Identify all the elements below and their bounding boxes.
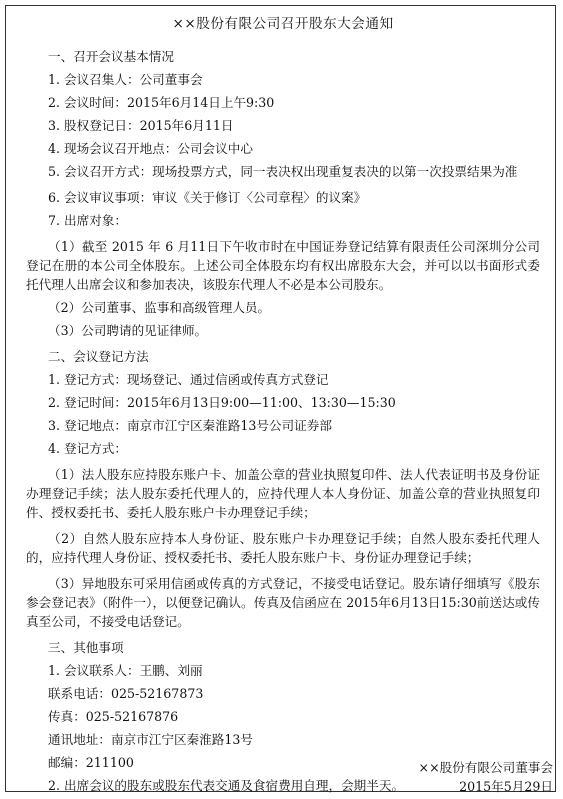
item-registration-methods-label: 4. 登记方式： — [48, 441, 127, 456]
item-contact-person: 1. 会议联系人：王鹏、刘丽 — [48, 663, 203, 678]
signature-block — [419, 758, 553, 796]
item-address: 通讯地址：南京市江宁区秦淮路13号 — [48, 732, 253, 747]
item-record-date: 3. 股权登记日：2015年6月11日 — [48, 118, 234, 133]
attendee-lawyers: （3）公司聘请的见证律师。 — [48, 323, 208, 338]
method-remote: （3）异地股东可采用信函或传真的方式登记，不接受电话登记。股东请仔细填写《股东参会登记表》（附件一），以便登记确认。传真及信函应在 2015年6月13日15:30前送达或传真至公司，不接受电话登记。 — [26, 576, 540, 629]
item-meeting-time: 2. 会议时间：2015年6月14日上午9:30 — [48, 95, 275, 110]
item-expenses: 2. 出席会议的股东或股东代表交通及食宿费用自理，会期半天。 — [48, 778, 405, 793]
section-1-heading: 一、召开会议基本情况 — [48, 49, 174, 64]
item-postcode: 邮编：211100 — [48, 755, 134, 770]
signature-org: ××股份有限公司董事会 — [418, 760, 553, 775]
item-contact-phone: 联系电话：025-52167873 — [48, 686, 204, 701]
item-convener: 1. 会议召集人：公司董事会 — [48, 72, 203, 87]
item-agenda: 6. 会议审议事项：审议《关于修订〈公司章程〉的议案》 — [48, 190, 367, 205]
document-title: ××股份有限公司召开股东大会通知 — [172, 16, 394, 32]
attendee-directors: （2）公司董事、监事和高级管理人员。 — [48, 300, 271, 315]
signature-date: 2015年5月29日 — [459, 779, 553, 794]
section-3-heading: 三、其他事项 — [48, 640, 124, 655]
item-registration-place: 3. 登记地点：南京市江宁区秦淮路13号公司证券部 — [48, 418, 332, 433]
item-registration-way: 1. 登记方式：现场登记、通过信函或传真方式登记 — [48, 372, 329, 387]
item-registration-time: 2. 登记时间：2015年6月13日9:00—11:00、13:30—15:30 — [48, 395, 396, 410]
attendee-shareholders: （1）截至 2015 年 6 月11日下午收市时在中国证券登记结算有限责任公司深圳分公司登记在册的本公司全体股东。上述公司全体股东均有权出席股东大会，并可以以书面形式委托代理人出席会议和参加表决，该股东代理人不必是本公司股东。 — [26, 239, 540, 292]
section-2-heading: 二、会议登记方法 — [48, 349, 149, 364]
item-venue: 4. 现场会议召开地点：公司会议中心 — [48, 141, 253, 156]
method-legal-person: （1）法人股东应持股东账户卡、加盖公章的营业执照复印件、法人代表证明书及身份证办理登记手续；法人股东委托代理人的，应持代理人本人身份证、加盖公章的营业执照复印件、授权委托书、委托人股东账户卡办理登记手续； — [26, 467, 540, 520]
item-fax: 传真：025-52167876 — [48, 709, 179, 724]
method-natural-person: （2）自然人股东应持本人身份证、股东账户卡办理登记手续；自然人股东委托代理人的，应持代理人身份证、授权委托书、委托人股东账户卡、身份证办理登记手续； — [26, 531, 540, 565]
item-voting-method: 5. 会议召开方式：现场投票方式，同一表决权出现重复表决的以第一次投票结果为准 — [48, 164, 518, 179]
notice-body — [26, 14, 540, 795]
item-attendees-label: 7. 出席对象： — [48, 213, 127, 228]
